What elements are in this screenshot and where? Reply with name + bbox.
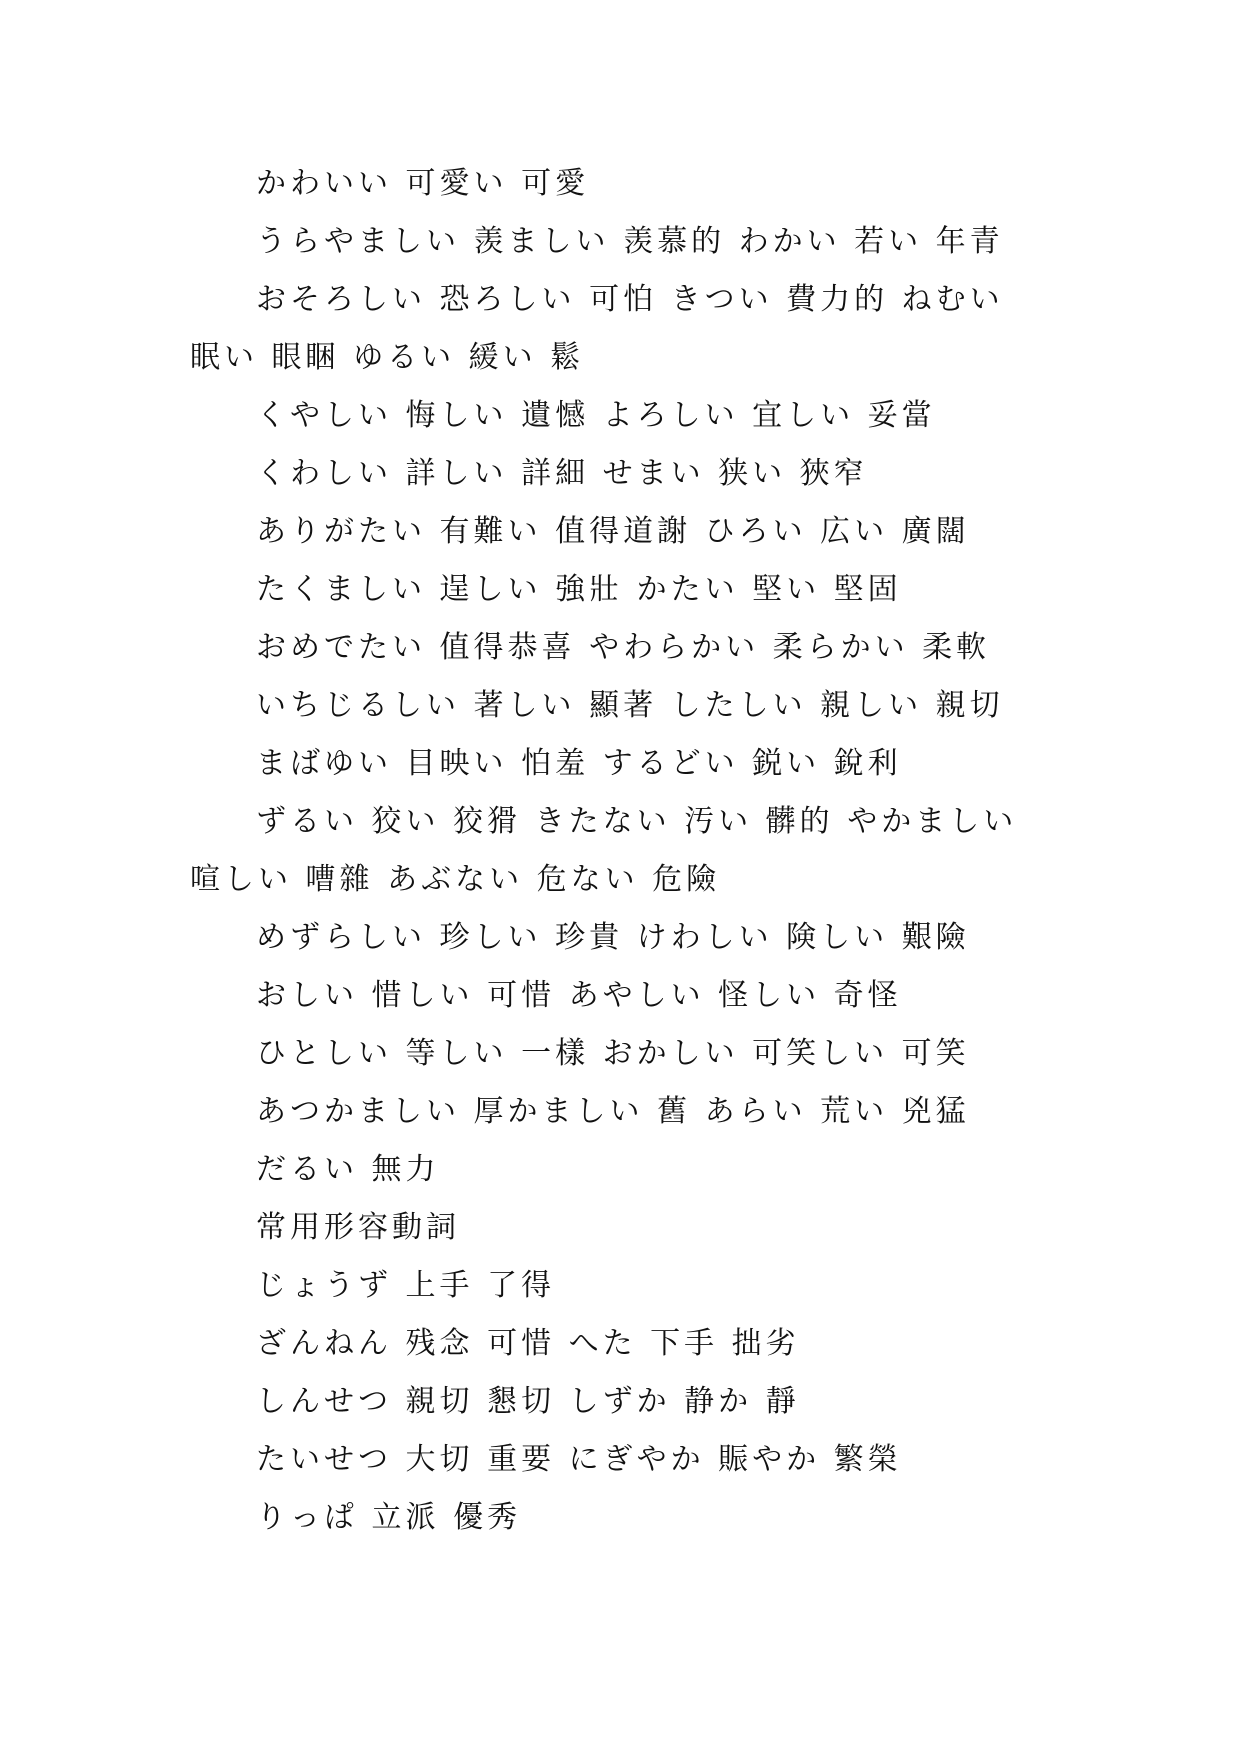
text-line: たいせつ 大切 重要 にぎやか 賑やか 繁榮 bbox=[256, 1442, 902, 1477]
text-line-continuation: 喧しい 嘈雜 あぶない 危ない 危險 bbox=[190, 862, 721, 897]
text-line: ずるい 狡い 狡猾 きたない 汚い 髒的 やかましい bbox=[256, 804, 1018, 839]
text-line: あつかましい 厚かましい 舊 あらい 荒い 兇猛 bbox=[256, 1094, 970, 1129]
text-line: めずらしい 珍しい 珍貴 けわしい 険しい 艱險 bbox=[256, 920, 970, 955]
text-line: うらやましい 羡ましい 羡慕的 わかい 若い 年青 bbox=[256, 224, 1004, 259]
text-line: おそろしい 恐ろしい 可怕 きつい 費力的 ねむい bbox=[256, 282, 1004, 317]
text-line: かわいい 可愛い 可愛 bbox=[256, 166, 590, 201]
section-heading: 常用形容動詞 bbox=[256, 1210, 460, 1245]
text-line: おめでたい 值得恭喜 やわらかい 柔らかい 柔軟 bbox=[256, 630, 991, 665]
text-line: たくましい 逞しい 強壯 かたい 堅い 堅固 bbox=[256, 572, 902, 607]
text-line: おしい 惜しい 可惜 あやしい 怪しい 奇怪 bbox=[256, 978, 902, 1013]
text-line: いちじるしい 著しい 顯著 したしい 親しい 親切 bbox=[256, 688, 1004, 723]
text-line: ざんねん 残念 可惜 へた 下手 拙劣 bbox=[256, 1326, 800, 1361]
text-line: じょうず 上手 了得 bbox=[256, 1268, 556, 1303]
document-body bbox=[190, 155, 1070, 1547]
text-line-continuation: 眠い 眼睏 ゆるい 緩い 鬆 bbox=[190, 340, 585, 375]
text-line: しんせつ 親切 懇切 しずか 静か 靜 bbox=[256, 1384, 800, 1419]
text-line: ありがたい 有難い 值得道謝 ひろい 広い 廣闊 bbox=[256, 514, 970, 549]
text-line: くわしい 詳しい 詳細 せまい 狭い 狹窄 bbox=[256, 456, 868, 491]
text-line: ひとしい 等しい 一樣 おかしい 可笑しい 可笑 bbox=[256, 1036, 970, 1071]
text-line: だるい 無力 bbox=[256, 1152, 440, 1187]
text-line: りっぱ 立派 優秀 bbox=[256, 1500, 522, 1535]
text-line: まばゆい 目映い 怕羞 するどい 鋭い 銳利 bbox=[256, 746, 902, 781]
text-line: くやしい 悔しい 遺憾 よろしい 宜しい 妥當 bbox=[256, 398, 936, 433]
